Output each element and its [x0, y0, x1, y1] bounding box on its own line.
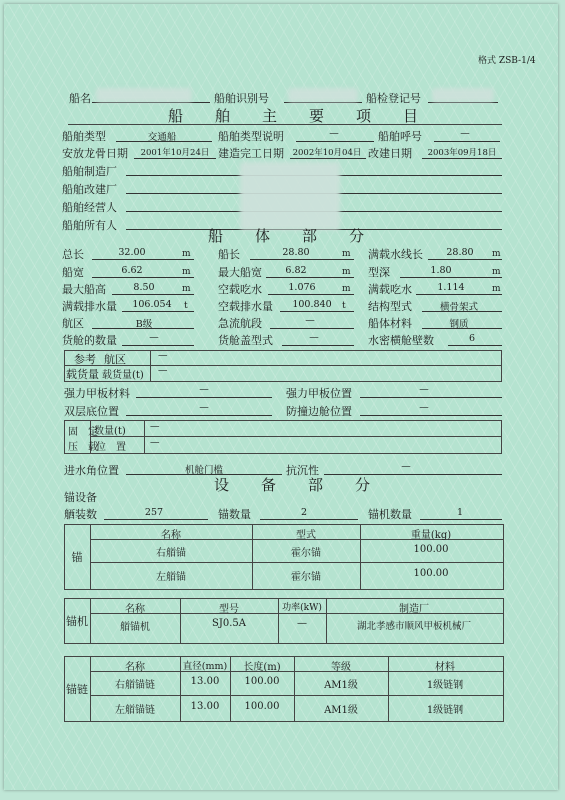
builder-label: 船舶制造厂: [62, 165, 117, 178]
zone-label: 航区: [62, 317, 84, 330]
loa-label: 总长: [62, 248, 84, 261]
depth-value: 1.80: [430, 265, 452, 276]
full-disp-unit: t: [184, 301, 188, 311]
chain-r1-material: 1级链钢: [426, 705, 464, 716]
windlass-r0-maker: 湖北孝感市顺风甲板机械厂: [356, 621, 471, 632]
light-disp-unit: t: [342, 301, 346, 311]
redacted-owner-block: [240, 162, 340, 230]
max-breadth-line: [266, 277, 354, 278]
keel-date-line: [134, 158, 216, 159]
anchor-num-label: 舾装数: [64, 508, 97, 521]
hatch-line: [282, 345, 354, 346]
windlass-th-power: 功率(kW): [282, 603, 322, 613]
rapid-label: 急流航段: [218, 317, 262, 330]
breadth-line: [92, 277, 194, 278]
chain-th-grade: 等级: [331, 662, 351, 673]
anchor-th-type: 型式: [296, 530, 316, 541]
light-draft-unit: m: [342, 284, 351, 294]
resist-value: —: [401, 461, 411, 472]
chain-th-name: 名称: [125, 662, 145, 673]
strength-deck-pos-line: [360, 397, 502, 398]
chain-r0-length: 100.00: [244, 676, 280, 687]
type-desc-label: 船舶类型说明: [218, 130, 284, 143]
redacted-ship-id: [288, 88, 358, 102]
rapid-value: —: [305, 315, 315, 326]
breadth-unit: m: [182, 267, 191, 277]
anchor-count-label: 锚数量: [218, 508, 251, 521]
title-rule: [68, 124, 502, 125]
max-height-value: 8.50: [133, 282, 155, 293]
depth-unit: m: [492, 267, 501, 277]
ref-label: 参考: [74, 353, 96, 366]
ship-id-label: 船舶识别号: [214, 92, 269, 105]
anchor-th-name: 名称: [161, 530, 181, 541]
owner-label: 船舶所有人: [62, 219, 117, 232]
full-draft-unit: m: [492, 284, 501, 294]
anchor-r0-weight: 100.00: [413, 544, 449, 555]
collision-label: 防撞边舱位置: [286, 405, 352, 418]
windlass-r0-power: —: [297, 618, 307, 629]
rebuilder-label: 船舶改建厂: [62, 183, 117, 196]
anchor-r1-type: 霍尔锚: [291, 572, 321, 583]
section-hull-title: 船体部分: [208, 227, 397, 245]
windlass-th-maker: 制造厂: [399, 604, 429, 615]
ship-inspection-form: [4, 4, 558, 790]
double-bottom-value: —: [199, 402, 209, 413]
ref-zone-label: 航区: [104, 353, 126, 366]
chain-table-side: 锚链: [66, 683, 88, 696]
refit-date-label: 改建日期: [368, 147, 412, 160]
windlass-count-line: [420, 519, 502, 520]
lwl-line: [428, 259, 502, 260]
ref-load-label: 载货量(t): [102, 370, 144, 381]
refit-date-value: 2003年09月18日: [427, 148, 497, 158]
full-disp-line: [122, 311, 194, 312]
bulkheads-label: 水密横舱壁数: [368, 334, 434, 347]
anchor-table-side: 锚: [71, 551, 83, 564]
chain-th-material: 材料: [435, 662, 455, 673]
full-draft-label: 满载吃水: [368, 283, 412, 296]
collision-value: —: [419, 402, 429, 413]
type-desc-value: —: [329, 128, 339, 139]
holds-label: 货舱的数量: [62, 334, 117, 347]
registry-no-label: 船检登记号: [366, 92, 421, 105]
rapid-line: [270, 328, 354, 329]
full-disp-label: 满载排水量: [62, 300, 117, 313]
max-height-line: [112, 294, 194, 295]
depth-line: [400, 277, 502, 278]
keel-date-value: 2001年10月24日: [140, 148, 210, 158]
zone-line: [92, 328, 194, 329]
windlass-th-model: 型号: [219, 604, 239, 615]
zone-value: B级: [135, 319, 153, 330]
ship-name-label: 船名: [69, 92, 91, 105]
length-label: 船长: [218, 248, 240, 261]
chain-th-diameter: 直径(mm): [182, 661, 228, 672]
refit-date-line: [422, 158, 502, 159]
max-breadth-unit: m: [342, 267, 351, 277]
length-unit: m: [342, 249, 351, 259]
windlass-r0-model: SJ0.5A: [212, 618, 246, 629]
holds-value: —: [149, 332, 159, 343]
full-draft-line: [416, 294, 502, 295]
anchor-r1-name: 左艏锚: [156, 572, 186, 583]
ballast-pos-label: 位 置: [96, 442, 126, 453]
material-label: 船体材料: [368, 317, 412, 330]
length-value: 28.80: [282, 247, 310, 258]
full-disp-value: 106.054: [132, 299, 172, 310]
anchor-th-weight: 重量(kg): [410, 530, 452, 541]
light-draft-value: 1.076: [288, 282, 316, 293]
keel-date-label: 安放龙骨日期: [62, 147, 128, 160]
ref-cargo-label: 载货量: [66, 368, 99, 381]
chain-r1-length: 100.00: [244, 701, 280, 712]
anchor-count-value: 2: [300, 507, 308, 518]
light-disp-label: 空载排水量: [218, 300, 273, 313]
chain-r0-grade: AM1级: [324, 680, 358, 691]
chain-r1-diameter: 13.00: [190, 701, 220, 712]
operator-label: 船舶经营人: [62, 201, 117, 214]
material-line: [422, 328, 502, 329]
equipment-subtitle: 锚设备: [64, 491, 97, 504]
anchor-num-value: 257: [144, 507, 164, 518]
call-sign-value: —: [460, 128, 470, 139]
structure-value: 横骨架式: [439, 302, 478, 313]
double-bottom-line: [126, 415, 272, 416]
bulkheads-value: 6: [468, 333, 476, 344]
chain-table-hl-2: [90, 695, 503, 696]
type-desc-line: [296, 141, 374, 142]
chain-r0-material: 1级链钢: [426, 680, 464, 691]
max-height-label: 最大船高: [62, 283, 106, 296]
section-equipment-title: 设备部分: [214, 476, 403, 494]
hatch-label: 货舱盖型式: [218, 334, 273, 347]
light-disp-value: 100.840: [292, 299, 332, 310]
resist-label: 抗沉性: [286, 464, 319, 477]
hatch-value: —: [309, 332, 319, 343]
anchor-count-line: [260, 519, 358, 520]
ship-name-line: [92, 102, 210, 103]
anchor-table-hl-2: [90, 562, 503, 563]
strength-deck-material-line: [136, 397, 272, 398]
loa-unit: m: [182, 249, 191, 259]
strength-deck-pos-value: —: [419, 384, 429, 395]
strength-deck-pos-label: 强力甲板位置: [286, 387, 352, 400]
call-sign-line: [434, 141, 500, 142]
holds-line: [122, 345, 194, 346]
light-draft-line: [268, 294, 354, 295]
chain-th-length: 长度(m): [243, 662, 281, 673]
anchor-r1-weight: 100.00: [413, 568, 449, 579]
anchor-r0-type: 霍尔锚: [291, 548, 321, 559]
redacted-registry-no: [432, 88, 494, 102]
ballast-qty-value: —: [150, 421, 160, 432]
reference-box-div: [150, 350, 151, 381]
ref-zone-value: —: [158, 350, 168, 361]
ballast-pos-value: —: [150, 437, 160, 448]
anchor-num-line: [104, 519, 208, 520]
form-code: 格式 ZSB-1/4: [478, 56, 536, 66]
length-line: [250, 259, 354, 260]
ballast-label-1: 固 定: [68, 427, 98, 438]
ballast-box-div-2: [144, 420, 145, 453]
flood-label: 进水角位置: [64, 464, 119, 477]
bulkheads-line: [448, 345, 502, 346]
call-sign-label: 船舶呼号: [378, 130, 422, 143]
chain-r1-name: 左艏锚链: [115, 705, 155, 716]
anchor-r0-name: 右艏锚: [156, 548, 186, 559]
section-main-title: 船舶主要项目: [168, 107, 451, 125]
windlass-count-value: 1: [456, 507, 464, 518]
double-bottom-label: 双层底位置: [64, 405, 119, 418]
breadth-label: 船宽: [62, 266, 84, 279]
full-draft-value: 1.114: [437, 282, 465, 293]
depth-label: 型深: [368, 266, 390, 279]
lwl-label: 满载水线长: [368, 248, 423, 261]
chain-r0-name: 右艏锚链: [115, 680, 155, 691]
build-date-line: [290, 158, 366, 159]
collision-line: [360, 415, 502, 416]
ship-type-line: [116, 141, 212, 142]
ballast-label-2: 压 载: [68, 442, 98, 453]
ballast-qty-label: 数量(t): [94, 426, 126, 437]
ship-type-label: 船舶类型: [62, 130, 106, 143]
strength-deck-material-value: —: [199, 384, 209, 395]
ballast-box: [64, 420, 502, 454]
strength-deck-material-label: 强力甲板材料: [64, 387, 130, 400]
build-date-value: 2002年10月04日: [292, 148, 362, 158]
max-height-unit: m: [182, 284, 191, 294]
material-value: 钢质: [449, 319, 469, 330]
structure-label: 结构型式: [368, 300, 412, 313]
windlass-r0-name: 艏锚机: [120, 622, 150, 633]
loa-value: 32.00: [118, 247, 146, 258]
windlass-count-label: 锚机数量: [368, 508, 412, 521]
registry-no-line: [428, 102, 498, 103]
lwl-value: 28.80: [446, 247, 474, 258]
build-date-label: 建造完工日期: [218, 147, 284, 160]
loa-line: [92, 259, 194, 260]
ship-id-line: [284, 102, 362, 103]
windlass-th-name: 名称: [125, 604, 145, 615]
light-disp-line: [280, 311, 354, 312]
windlass-table-side: 锚机: [66, 615, 88, 628]
lwl-unit: m: [492, 249, 501, 259]
ref-load-value: —: [158, 365, 168, 376]
structure-line: [422, 311, 502, 312]
chain-r1-grade: AM1级: [324, 705, 358, 716]
breadth-value: 6.62: [121, 265, 143, 276]
redacted-ship-name: [96, 88, 192, 102]
chain-r0-diameter: 13.00: [190, 676, 220, 687]
flood-value: 机舱门槛: [184, 465, 223, 476]
ship-type-value: 交通船: [147, 132, 177, 143]
light-draft-label: 空载吃水: [218, 283, 262, 296]
max-breadth-label: 最大船宽: [218, 266, 262, 279]
max-breadth-value: 6.82: [285, 265, 307, 276]
